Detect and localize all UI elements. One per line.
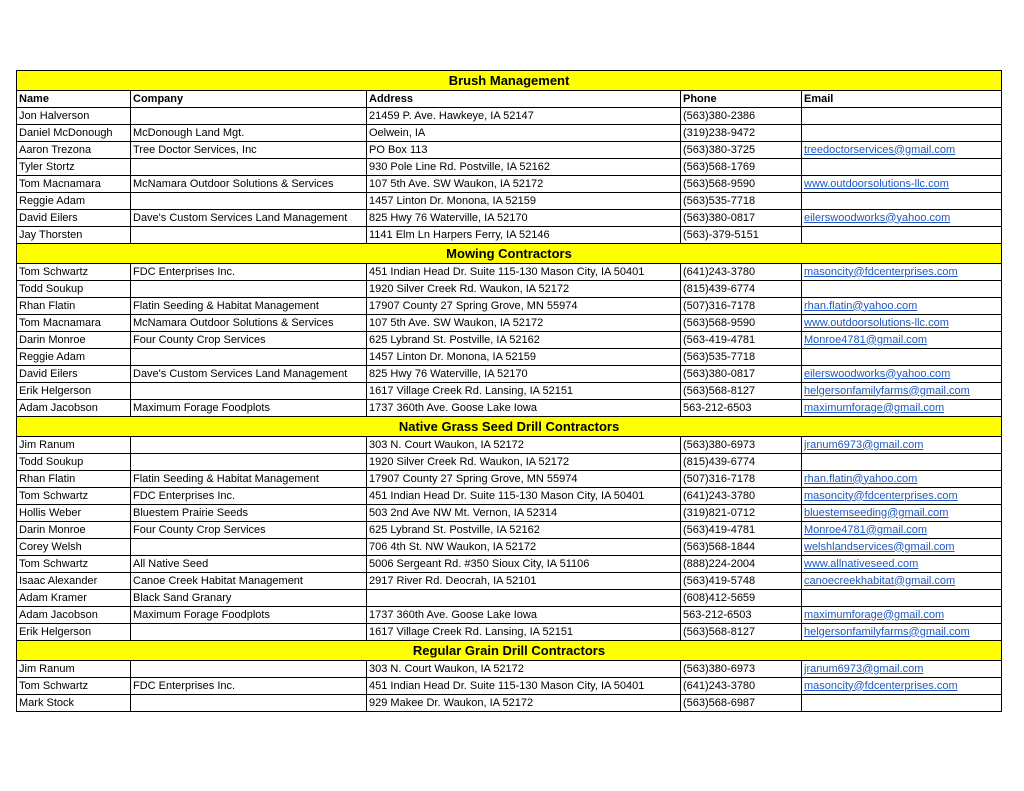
table-row (17, 315, 1002, 332)
name-cell: Todd Soukup (17, 454, 131, 471)
company-cell: FDC Enterprises Inc. (131, 678, 367, 695)
email-cell[interactable]: www.allnativeseed.com (802, 556, 1002, 573)
phone-cell: (563)380-6973 (681, 437, 802, 454)
name-cell: Jon Halverson (17, 108, 131, 125)
name-cell: Aaron Trezona (17, 142, 131, 159)
phone-cell: (608)412-5659 (681, 590, 802, 607)
table-row (17, 108, 1002, 125)
company-cell: McDonough Land Mgt. (131, 125, 367, 142)
email-cell[interactable]: Monroe4781@gmail.com (802, 522, 1002, 539)
table-row (17, 505, 1002, 522)
name-cell: Jim Ranum (17, 437, 131, 454)
name-cell: Tom Schwartz (17, 678, 131, 695)
column-header: Company (131, 91, 367, 108)
email-cell[interactable]: bluestemseeding@gmail.com (802, 505, 1002, 522)
section-title: Native Grass Seed Drill Contractors (17, 417, 1002, 437)
phone-cell: (563)568-9590 (681, 315, 802, 332)
phone-cell: (563)380-3725 (681, 142, 802, 159)
section-title-row (17, 641, 1002, 661)
table-row (17, 366, 1002, 383)
company-cell: McNamara Outdoor Solutions & Services (131, 315, 367, 332)
table-row (17, 590, 1002, 607)
address-cell: 1737 360th Ave. Goose Lake Iowa (367, 400, 681, 417)
address-cell: 1457 Linton Dr. Monona, IA 52159 (367, 193, 681, 210)
email-cell (802, 590, 1002, 607)
phone-cell: (563)568-8127 (681, 624, 802, 641)
name-cell: Erik Helgerson (17, 383, 131, 400)
address-cell: 5006 Sergeant Rd. #350 Sioux City, IA 51106 (367, 556, 681, 573)
phone-cell: (815)439-6774 (681, 454, 802, 471)
company-cell (131, 193, 367, 210)
company-cell (131, 437, 367, 454)
company-cell: Maximum Forage Foodplots (131, 400, 367, 417)
name-cell: Darin Monroe (17, 332, 131, 349)
name-cell: Erik Helgerson (17, 624, 131, 641)
phone-cell: (507)316-7178 (681, 298, 802, 315)
table-row (17, 556, 1002, 573)
email-cell[interactable]: eilerswoodworks@yahoo.com (802, 366, 1002, 383)
table-row (17, 125, 1002, 142)
section-title: Regular Grain Drill Contractors (17, 641, 1002, 661)
table-row (17, 176, 1002, 193)
name-cell: Mark Stock (17, 695, 131, 712)
phone-cell: (563)380-6973 (681, 661, 802, 678)
company-cell: Dave's Custom Services Land Management (131, 366, 367, 383)
phone-cell: (563)419-5748 (681, 573, 802, 590)
company-cell: Four County Crop Services (131, 522, 367, 539)
company-cell (131, 159, 367, 176)
name-cell: Corey Welsh (17, 539, 131, 556)
email-cell (802, 125, 1002, 142)
address-cell: 1617 Village Creek Rd. Lansing, IA 52151 (367, 624, 681, 641)
address-cell: 1457 Linton Dr. Monona, IA 52159 (367, 349, 681, 366)
company-cell (131, 281, 367, 298)
table-row (17, 661, 1002, 678)
email-cell[interactable]: www.outdoorsolutions-llc.com (802, 176, 1002, 193)
table-row (17, 281, 1002, 298)
company-cell (131, 695, 367, 712)
email-cell[interactable]: Monroe4781@gmail.com (802, 332, 1002, 349)
section-title: Brush Management (17, 71, 1002, 91)
phone-cell: (641)243-3780 (681, 678, 802, 695)
name-cell: Todd Soukup (17, 281, 131, 298)
company-cell (131, 227, 367, 244)
table-row (17, 349, 1002, 366)
company-cell: FDC Enterprises Inc. (131, 264, 367, 281)
address-cell: 17907 County 27 Spring Grove, MN 55974 (367, 471, 681, 488)
address-cell: 303 N. Court Waukon, IA 52172 (367, 437, 681, 454)
email-cell[interactable]: www.outdoorsolutions-llc.com (802, 315, 1002, 332)
address-cell: 929 Makee Dr. Waukon, IA 52172 (367, 695, 681, 712)
phone-cell: (563)380-0817 (681, 366, 802, 383)
table-row (17, 332, 1002, 349)
name-cell: Tyler Stortz (17, 159, 131, 176)
table-row (17, 437, 1002, 454)
address-cell: 107 5th Ave. SW Waukon, IA 52172 (367, 315, 681, 332)
address-cell: PO Box 113 (367, 142, 681, 159)
phone-cell: (563)568-6987 (681, 695, 802, 712)
email-cell[interactable]: eilerswoodworks@yahoo.com (802, 210, 1002, 227)
table-row (17, 454, 1002, 471)
name-cell: Jay Thorsten (17, 227, 131, 244)
email-cell[interactable]: treedoctorservices@gmail.com (802, 142, 1002, 159)
phone-cell: (641)243-3780 (681, 264, 802, 281)
address-cell: 706 4th St. NW Waukon, IA 52172 (367, 539, 681, 556)
name-cell: Reggie Adam (17, 349, 131, 366)
company-cell: All Native Seed (131, 556, 367, 573)
section-title-row (17, 244, 1002, 264)
name-cell: Tom Macnamara (17, 176, 131, 193)
table-row (17, 142, 1002, 159)
column-header: Address (367, 91, 681, 108)
phone-cell: (319)821-0712 (681, 505, 802, 522)
table-row (17, 678, 1002, 695)
email-cell[interactable]: maximumforage@gmail.com (802, 400, 1002, 417)
table-body (17, 71, 1002, 712)
company-cell: Four County Crop Services (131, 332, 367, 349)
address-cell (367, 590, 681, 607)
name-cell: Hollis Weber (17, 505, 131, 522)
phone-cell: (815)439-6774 (681, 281, 802, 298)
phone-cell: 563-212-6503 (681, 400, 802, 417)
email-cell[interactable]: masoncity@fdcenterprises.com (802, 264, 1002, 281)
address-cell: 1617 Village Creek Rd. Lansing, IA 52151 (367, 383, 681, 400)
address-cell: 17907 County 27 Spring Grove, MN 55974 (367, 298, 681, 315)
email-cell[interactable]: rhan.flatin@yahoo.com (802, 471, 1002, 488)
address-cell: 303 N. Court Waukon, IA 52172 (367, 661, 681, 678)
phone-cell: (563)568-1769 (681, 159, 802, 176)
company-cell: Maximum Forage Foodplots (131, 607, 367, 624)
address-cell: 451 Indian Head Dr. Suite 115-130 Mason City, IA 50401 (367, 488, 681, 505)
name-cell: Tom Macnamara (17, 315, 131, 332)
address-cell: 2917 River Rd. Deocrah, IA 52101 (367, 573, 681, 590)
name-cell: Isaac Alexander (17, 573, 131, 590)
header-row (17, 91, 1002, 108)
phone-cell: (563)419-4781 (681, 522, 802, 539)
email-cell (802, 108, 1002, 125)
email-cell[interactable]: masoncity@fdcenterprises.com (802, 488, 1002, 505)
phone-cell: (563-419-4781 (681, 332, 802, 349)
email-cell[interactable]: jranum6973@gmail.com (802, 437, 1002, 454)
address-cell: 107 5th Ave. SW Waukon, IA 52172 (367, 176, 681, 193)
table-row (17, 488, 1002, 505)
address-cell: 1141 Elm Ln Harpers Ferry, IA 52146 (367, 227, 681, 244)
email-cell (802, 454, 1002, 471)
company-cell (131, 539, 367, 556)
section-title-row (17, 417, 1002, 437)
email-cell[interactable]: jranum6973@gmail.com (802, 661, 1002, 678)
address-cell: 1920 Silver Creek Rd. Waukon, IA 52172 (367, 281, 681, 298)
name-cell: Adam Jacobson (17, 607, 131, 624)
column-header: Phone (681, 91, 802, 108)
company-cell: Flatin Seeding & Habitat Management (131, 298, 367, 315)
table-row (17, 264, 1002, 281)
company-cell: Bluestem Prairie Seeds (131, 505, 367, 522)
name-cell: David Eilers (17, 210, 131, 227)
table-row (17, 193, 1002, 210)
column-header: Email (802, 91, 1002, 108)
table-row (17, 522, 1002, 539)
address-cell: 625 Lybrand St. Postville, IA 52162 (367, 522, 681, 539)
name-cell: Darin Monroe (17, 522, 131, 539)
email-cell (802, 349, 1002, 366)
phone-cell: (563)568-1844 (681, 539, 802, 556)
name-cell: Reggie Adam (17, 193, 131, 210)
table-row (17, 607, 1002, 624)
address-cell: 503 2nd Ave NW Mt. Vernon, IA 52314 (367, 505, 681, 522)
table-row (17, 573, 1002, 590)
name-cell: Adam Jacobson (17, 400, 131, 417)
company-cell (131, 349, 367, 366)
email-cell (802, 281, 1002, 298)
name-cell: Adam Kramer (17, 590, 131, 607)
table-row (17, 471, 1002, 488)
name-cell: Tom Schwartz (17, 556, 131, 573)
email-cell (802, 695, 1002, 712)
phone-cell: (319)238-9472 (681, 125, 802, 142)
company-cell: Dave's Custom Services Land Management (131, 210, 367, 227)
company-cell (131, 624, 367, 641)
address-cell: 1920 Silver Creek Rd. Waukon, IA 52172 (367, 454, 681, 471)
address-cell: 1737 360th Ave. Goose Lake Iowa (367, 607, 681, 624)
email-cell[interactable]: maximumforage@gmail.com (802, 607, 1002, 624)
contractor-table (16, 70, 1002, 712)
phone-cell: (563)535-7718 (681, 349, 802, 366)
email-cell (802, 193, 1002, 210)
email-cell[interactable]: welshlandservices@gmail.com (802, 539, 1002, 556)
table-row (17, 210, 1002, 227)
company-cell: Flatin Seeding & Habitat Management (131, 471, 367, 488)
address-cell: 451 Indian Head Dr. Suite 115-130 Mason City, IA 50401 (367, 678, 681, 695)
phone-cell: (641)243-3780 (681, 488, 802, 505)
address-cell: 930 Pole Line Rd. Postville, IA 52162 (367, 159, 681, 176)
name-cell: David Eilers (17, 366, 131, 383)
phone-cell: (563)380-2386 (681, 108, 802, 125)
email-cell (802, 159, 1002, 176)
company-cell: FDC Enterprises Inc. (131, 488, 367, 505)
email-cell[interactable]: helgersonfamilyfarms@gmail.com (802, 383, 1002, 400)
name-cell: Tom Schwartz (17, 488, 131, 505)
address-cell: 451 Indian Head Dr. Suite 115-130 Mason City, IA 50401 (367, 264, 681, 281)
table-row (17, 227, 1002, 244)
phone-cell: (563)568-9590 (681, 176, 802, 193)
email-cell (802, 227, 1002, 244)
company-cell: Black Sand Granary (131, 590, 367, 607)
address-cell: 625 Lybrand St. Postville, IA 52162 (367, 332, 681, 349)
table-row (17, 695, 1002, 712)
company-cell: Canoe Creek Habitat Management (131, 573, 367, 590)
section-title: Mowing Contractors (17, 244, 1002, 264)
table-row (17, 159, 1002, 176)
phone-cell: (563)380-0817 (681, 210, 802, 227)
name-cell: Jim Ranum (17, 661, 131, 678)
email-cell[interactable]: helgersonfamilyfarms@gmail.com (802, 624, 1002, 641)
table-row (17, 539, 1002, 556)
name-cell: Tom Schwartz (17, 264, 131, 281)
name-cell: Rhan Flatin (17, 298, 131, 315)
company-cell (131, 454, 367, 471)
table-row (17, 298, 1002, 315)
section-title-row (17, 71, 1002, 91)
phone-cell: (888)224-2004 (681, 556, 802, 573)
phone-cell: 563-212-6503 (681, 607, 802, 624)
name-cell: Daniel McDonough (17, 125, 131, 142)
address-cell: 825 Hwy 76 Waterville, IA 52170 (367, 366, 681, 383)
email-cell[interactable]: masoncity@fdcenterprises.com (802, 678, 1002, 695)
phone-cell: (563)568-8127 (681, 383, 802, 400)
phone-cell: (563)535-7718 (681, 193, 802, 210)
company-cell (131, 108, 367, 125)
email-cell[interactable]: rhan.flatin@yahoo.com (802, 298, 1002, 315)
company-cell (131, 383, 367, 400)
company-cell: McNamara Outdoor Solutions & Services (131, 176, 367, 193)
column-header: Name (17, 91, 131, 108)
address-cell: 825 Hwy 76 Waterville, IA 52170 (367, 210, 681, 227)
company-cell: Tree Doctor Services, Inc (131, 142, 367, 159)
address-cell: 21459 P. Ave. Hawkeye, IA 52147 (367, 108, 681, 125)
email-cell[interactable]: canoecreekhabitat@gmail.com (802, 573, 1002, 590)
phone-cell: (507)316-7178 (681, 471, 802, 488)
address-cell: Oelwein, IA (367, 125, 681, 142)
table-row (17, 383, 1002, 400)
company-cell (131, 661, 367, 678)
phone-cell: (563)-379-5151 (681, 227, 802, 244)
table-row (17, 400, 1002, 417)
name-cell: Rhan Flatin (17, 471, 131, 488)
table-row (17, 624, 1002, 641)
